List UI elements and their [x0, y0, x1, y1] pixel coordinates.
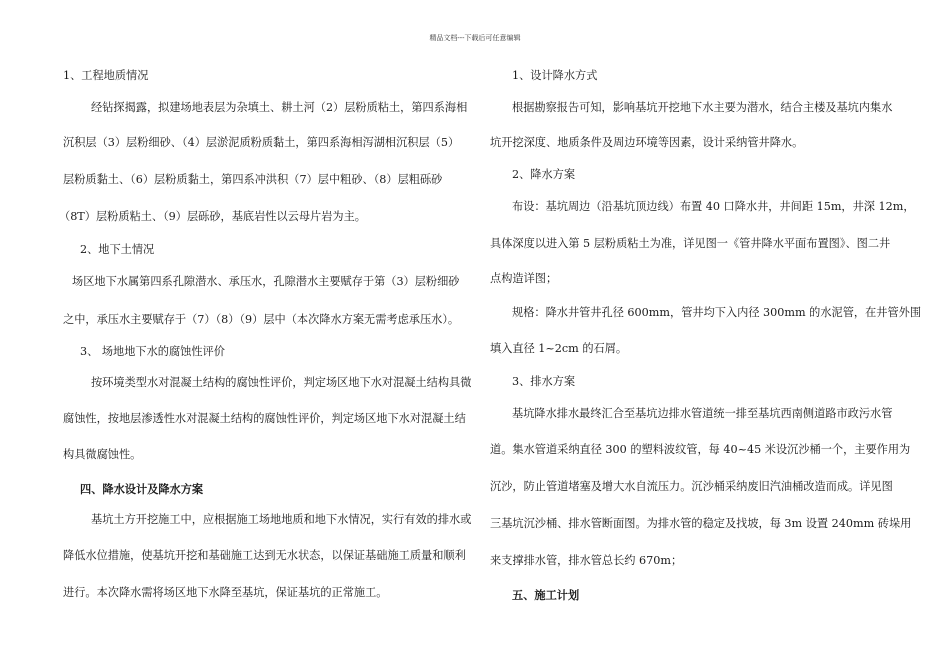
text-line: 布设：基坑周边（沿基坑顶边线）布置 40 口降水井，井间距 15m，井深 12m， [512, 200, 915, 213]
text-line: 层粉质黏土、（6）层粉质黏土，第四系冲洪积（7）层中粗砂、（8）层粗砾砂 [63, 173, 443, 186]
text-line: 点构造详图； [490, 272, 558, 285]
section-heading-groundwater: 2、地下土情况 [80, 243, 155, 256]
text-line: 基坑降水排水最终汇合至基坑边排水管道统一排至基坑西南侧道路市政污水管 [512, 407, 893, 420]
page-header: 精品文档---下载后可任意编辑 [429, 34, 521, 42]
text-line: 填入直径 1~2cm 的石屑。 [490, 342, 628, 355]
text-line: 基坑土方开挖施工中，应根据施工场地地质和地下水情况，实行有效的排水或 [91, 513, 472, 526]
text-line: 进行。本次降水需将场区地下水降至基坑，保证基坑的正常施工。 [63, 586, 388, 599]
text-line: 坑开挖深度、地质条件及周边环境等因素，设计采纳管井降水。 [490, 136, 804, 149]
chapter-heading-construction-plan: 五、施工计划 [512, 588, 580, 602]
text-line: 之中，承压水主要赋存于（7）（8）（9）层中（本次降水方案无需考虑承压水）。 [63, 313, 460, 326]
text-line: 沉沙，防止管道堵塞及增大水自流压力。沉沙桶采纳废旧汽油桶改造而成。详见图 [490, 480, 893, 493]
text-line: 沉积层（3）层粉细砂、（4）层淤泥质粉质黏土，第四系海相泻湖相沉积层（5） [63, 136, 460, 149]
text-line: 规格：降水井管井孔径 600mm，管井均下入内径 300mm 的水泥管，在井管外围 [512, 306, 922, 319]
section-heading-geology: 1、工程地质情况 [63, 69, 149, 82]
text-line: （8T）层粉质粘土、（9）层砾砂，基底岩性以云母片岩为主。 [59, 210, 366, 223]
text-line: 三基坑沉沙桶、排水管断面图。为排水管的稳定及找坡，每 3m 设置 240mm 砖垛用 [490, 517, 912, 530]
text-line: 场区地下水属第四系孔隙潜水、承压水，孔隙潜水主要赋存于第（3）层粉细砂 [72, 275, 460, 288]
text-line: 构具微腐蚀性。 [63, 448, 142, 461]
section-heading-corrosion: 3、 场地地下水的腐蚀性评价 [80, 345, 225, 358]
text-line: 腐蚀性，按地层渗透性水对混凝土结构的腐蚀性评价，判定场区地下水对混凝土结 [63, 412, 466, 425]
text-line: 根据勘察报告可知，影响基坑开挖地下水主要为潜水，结合主楼及基坑内集水 [512, 101, 893, 114]
section-heading-dewatering-plan: 2、降水方案 [512, 168, 576, 181]
section-heading-drainage-plan: 3、排水方案 [512, 375, 576, 388]
text-line: 具体深度以进入第 5 层粉质粘土为准，详见图一《管井降水平面布置图》、图二井 [490, 237, 891, 250]
text-line: 来支撑排水管，排水管总长约 670m； [490, 554, 683, 567]
text-line: 降低水位措施，使基坑开挖和基础施工达到无水状态，以保证基础施工质量和顺利 [63, 549, 466, 562]
chapter-heading-dewatering: 四、降水设计及降水方案 [80, 482, 204, 496]
text-line: 经钻探揭露，拟建场地表层为杂填土、耕土河（2）层粉质粘土，第四系海相 [91, 101, 468, 114]
text-line: 道。集水管道采纳直径 300 的塑料波纹管，每 40~45 米设沉沙桶一个，主要作用为 [490, 443, 911, 456]
section-heading-dewatering-method: 1、设计降水方式 [512, 69, 598, 82]
text-line: 按环境类型水对混凝土结构的腐蚀性评价，判定场区地下水对混凝土结构具微 [91, 376, 472, 389]
